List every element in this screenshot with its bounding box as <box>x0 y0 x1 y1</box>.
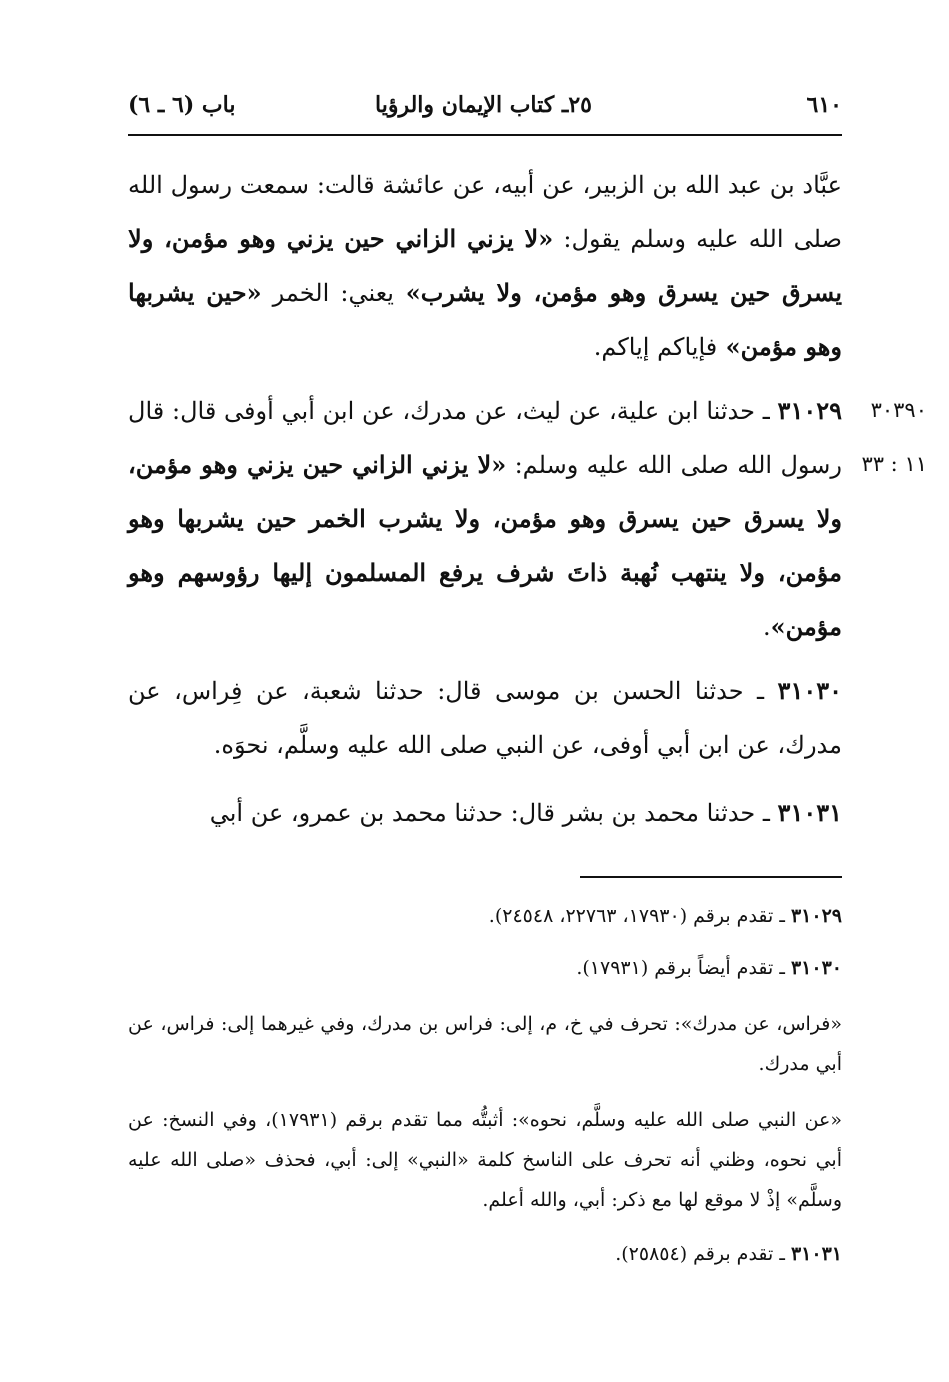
text-segment: ـ حدثنا محمد بن بشر قال: حدثنا محمد بن عمرو، عن أبي <box>209 799 778 827</box>
footnote <box>128 1234 842 1274</box>
hadith-number: ٣١٠٣١ <box>777 798 842 827</box>
hadith-paragraph <box>128 384 842 654</box>
margin-reference: ١١ : ٣٣ <box>861 452 927 476</box>
footnote-text: ـ تقدم أيضاً برقم (١٧٩٣١). <box>576 957 791 979</box>
margin-reference: ٣٠٣٩٠ <box>870 398 927 422</box>
text-segment: فإياكم إياكم. <box>593 333 718 361</box>
hadith-number: ٣١٠٢٩ <box>777 396 842 425</box>
footnote-rule <box>580 876 842 878</box>
footnote-number: ٣١٠٣٠ <box>790 957 842 979</box>
hadith-quote: «حين يشربها وهو مؤمن» <box>128 278 842 361</box>
header-rule <box>128 134 842 136</box>
hadith-quote: «لا يزني الزاني حين يزني وهو مؤمن، ولا يسرق حين يسرق وهو مؤمن، ولا يشرب الخمر حين يشربها وهو مؤمن، ولا ينتهب نُهبة ذاتَ شرف يرفع المسلمون إليها رؤوسهم وهو مؤمن» <box>128 450 842 641</box>
hadith-paragraph <box>128 664 842 772</box>
hadith-number: ٣١٠٣٠ <box>777 676 842 705</box>
footnote-text: «عن النبي صلى الله عليه وسلَّم، نحوه»: أثبتُّه مما تقدم برقم (١٧٩٣١)، وفي النسخ: عن أبي نحوه، وظني أنه تحرف على الناسخ كلمة «النبي» إلى: أبي، فحذف «صلى الله عليه وسلَّم» إذْ لا موقع لها مع ذكر: أبي، والله أعلم. <box>128 1109 842 1211</box>
footnote <box>128 1004 842 1084</box>
page-number: ٦١٠ <box>806 92 842 118</box>
text-segment: ـ حدثنا الحسن بن موسى قال: حدثنا شعبة، عن فِراس، عن مدرك، عن ابن أبي أوفى، عن النبي صلى الله عليه وسلَّم، نحوَه. <box>128 677 842 759</box>
paragraph-continuation <box>128 158 842 374</box>
footnote-number: ٣١٠٢٩ <box>790 905 842 927</box>
footnote <box>128 896 842 936</box>
running-header <box>128 92 842 132</box>
hadith-quote: «لا يزني الزاني حين يزني وهو مؤمن، ولا يسرق حين يسرق وهو مؤمن، ولا يشرب» <box>128 224 843 307</box>
footnote-text: ـ تقدم برقم (١٧٩٣٠، ٢٢٧٦٣، ٢٤٥٤٨). <box>488 905 791 927</box>
footnote <box>128 948 842 988</box>
text-segment: عبَّاد بن عبد الله بن الزبير، عن أبيه، عن عائشة قالت: سمعت رسول الله صلى الله عليه وسلم يقول: <box>128 171 843 253</box>
footnote <box>128 1100 842 1220</box>
text-segment: . <box>762 613 771 641</box>
footnote-number: ٣١٠٣١ <box>790 1243 842 1265</box>
chapter-title: ٢٥ـ كتاب الإيمان والرؤيا <box>375 92 592 118</box>
section-label: باب (٦ ـ ٦) <box>128 92 236 118</box>
text-segment: يعني: الخمر <box>261 279 394 307</box>
footnote-text: ـ تقدم برقم (٢٥٨٥٤). <box>615 1243 791 1265</box>
footnote-text: «فراس، عن مدرك»: تحرف في خ، م، إلى: فراس بن مدرك، وفي غيرهما إلى: فراس، عن أبي مدرك. <box>128 1013 842 1075</box>
text-segment: ـ حدثنا ابن علية، عن ليث، عن مدرك، عن ابن أبي أوفى قال: قال رسول الله صلى الله عليه وسلم: <box>128 397 842 479</box>
hadith-paragraph <box>128 786 842 840</box>
